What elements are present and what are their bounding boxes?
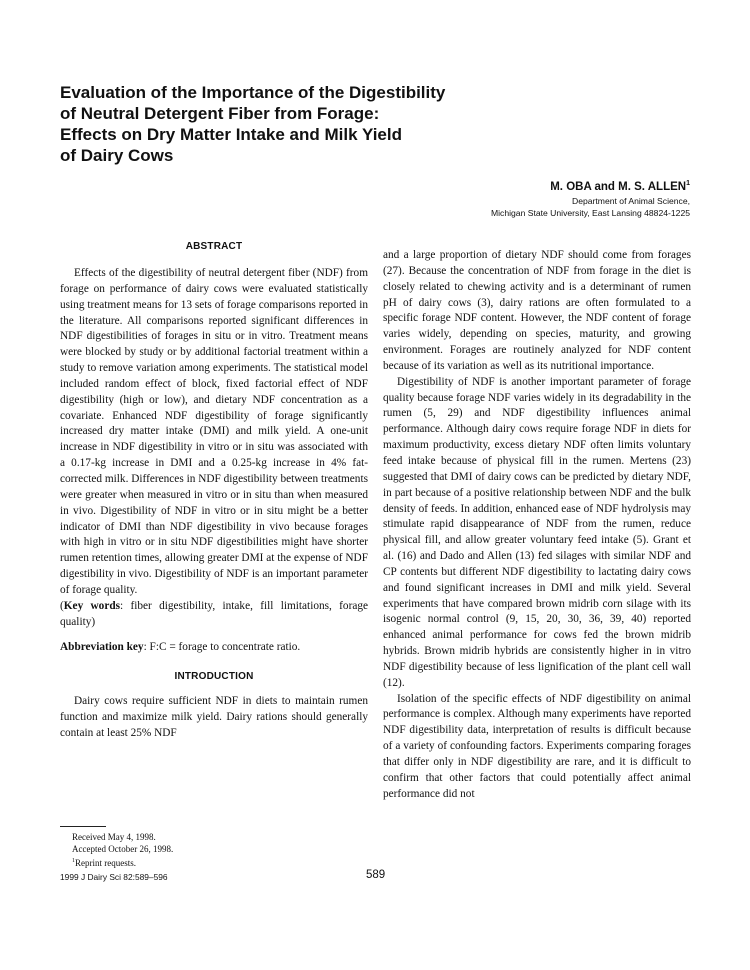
right-column — [383, 248, 691, 803]
author-institution: Michigan State University, East Lansing 48824-1225 — [490, 207, 690, 218]
footnote-received: Received May 4, 1998. — [72, 832, 156, 842]
footnote-reprint — [72, 855, 173, 869]
author-block — [491, 176, 690, 219]
author-department: Department of Animal Science, — [572, 195, 690, 206]
title-line-3: Effects on Dry Matter Intake and Milk Yield — [60, 125, 402, 144]
reprint-text: Reprint requests. — [75, 858, 136, 869]
author-footnote-mark: 1 — [686, 180, 690, 187]
introduction-heading: INTRODUCTION — [174, 671, 254, 683]
title-line-4: of Dairy Cows — [60, 146, 174, 165]
keywords-text: : fiber digestibility, intake, fill limitations, forage quality) — [60, 599, 369, 628]
title-line-1: Evaluation of the Importance of the Digestibility — [60, 83, 446, 102]
author-names — [491, 176, 690, 195]
footnote-accepted: Accepted October 26, 1998. — [72, 844, 174, 855]
introduction-paragraph-2: Digestibility of NDF is another important parameter of forage quality because forage NDF varies widely in its degradability in the rumen (5, 29) and NDF digestibility influences animal performance. Although dairy cows require forage NDF in diets for maximum productivity, excess dietary NDF often limits voluntary feed intake because of physical fill in the rumen. Mertens (23) suggested that DMI of dairy cows can be predicted by dietary NDF, in part because of a positive relationship between NDF and the bulk density of feeds. In addition, enhanced ease of NDF hydrolysis may stimulate rapid disappearance of NDF from the rumen, reduce physical fill, and allow greater voluntary feed intake (5). Grant et al. (16) and Dado and Allen (13) fed silages with similar NDF and CP contents but different NDF digestibility to lactating dairy cows and found significant increases in DMI and milk yield. Several experiments that have compared brown midrib corn silage with its isogenic normal control (9, 15, 20, 30, 36, 39, 40) reported enhanced animal performance for cows fed the brown midrib hybrids. Brown midrib hybrids are consistently higher in in vitro NDF digestibility because of less lignification of the plant cell wall (12). — [383, 375, 691, 689]
keywords — [60, 599, 368, 631]
reprint-mark: 1 — [72, 858, 75, 865]
footnotes — [72, 831, 173, 870]
keywords-label: Key words — [63, 599, 121, 612]
introduction-paragraph-1: and a large proportion of dietary NDF should come from forages (27). Because the concentration of NDF from forage in the diet is closely related to chewing activity and is a determinant of rumen pH of dairy cows (3), dairy rations are often formulated to a specific forage NDF content. However, the NDF content of forage varies widely, depending on species, maturity, and growing environment. Forages are routinely analyzed for NDF content because of its variation as well as its nutritional importance. — [383, 249, 691, 372]
keywords-open-paren: ( — [60, 599, 64, 612]
introduction-paragraph-3: Isolation of the specific effects of NDF digestibility on animal performance is complex. Although many experiments have reported NDF digestibility data, interpretation of results is difficult because of a variety of confounding factors. Experiments comparing forages that differ only in NDF digestibility are rare, and it is difficult to confirm that other factors that could potentially affect animal performance did not — [383, 692, 691, 800]
title-line-2: of Neutral Detergent Fiber from Forage: — [60, 104, 380, 123]
abbreviation-text: : F:C = forage to concentrate ratio. — [143, 641, 301, 654]
abstract-heading: ABSTRACT — [185, 241, 243, 252]
abbreviation-label: Abbreviation key — [60, 641, 144, 654]
page-number: 589 — [366, 869, 386, 881]
left-column — [60, 240, 368, 742]
introduction-left-text: Dairy cows require sufficient NDF in diets to maintain rumen function and maximize milk yield. Dairy rations should generally contain at least 25% NDF — [60, 695, 368, 739]
abbreviation-key — [60, 640, 368, 656]
article-title — [60, 82, 520, 166]
footnote-divider — [60, 826, 106, 827]
author-names-text: M. OBA and M. S. ALLEN — [550, 180, 687, 193]
journal-citation: 1999 J Dairy Sci 82:589–596 — [60, 872, 168, 882]
abstract-body: Effects of the digestibility of neutral detergent fiber (NDF) from forage on performance of dairy cows were evaluated statistically using treatment means for 13 sets of forage comparisons reported in the literature. All comparisons reported significant differences in NDF digestibilities of forages in situ or in vitro. Treatment means were blocked by study or by additional factorial treatment within a study to remove variation among experiments. The statistical model included random effect of block, fixed factorial effect of NDF digestibility (high or low), and dietary NDF concentration as a covariate. Enhanced NDF digestibility of forage significantly increased dry matter intake (DMI) and milk yield. A one-unit increase in NDF digestibility in vitro or in situ was associated with a 0.17-kg increase in DMI and a 0.25-kg increase in 4% fat-corrected milk. Differences in NDF digestibility between treatments were greater when measured in vitro or in situ than when measured in vivo. Digestibility of NDF in vitro or in situ might be a better indicator of DMI than NDF digestibility in vivo because forages with high in vitro or in situ NDF digestibilities might have shorter rumen retention times, allowing greater DMI at the expense of NDF digestibility in vivo. Digestibility of NDF is an important parameter of forage quality. — [60, 267, 368, 596]
